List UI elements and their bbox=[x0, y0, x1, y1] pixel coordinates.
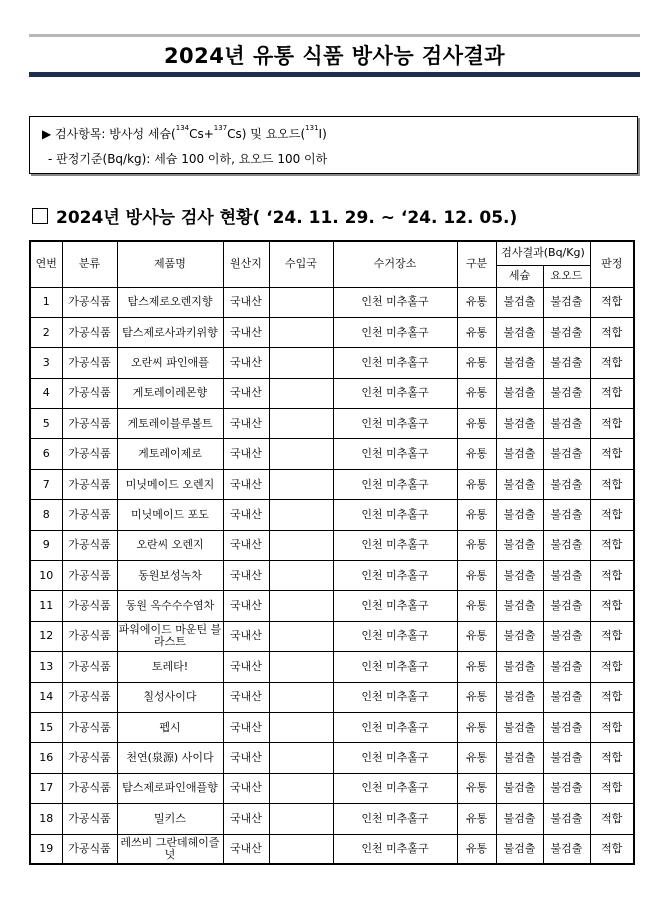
cell-location: 인천 미추홀구 bbox=[333, 530, 457, 560]
cell-origin: 국내산 bbox=[223, 378, 269, 408]
cell-judgment: 적합 bbox=[590, 530, 634, 560]
criteria-text: Cs+ bbox=[189, 127, 214, 141]
cell-importer bbox=[269, 682, 333, 712]
cell-iodine: 불검출 bbox=[543, 530, 590, 560]
cell-origin: 국내산 bbox=[223, 409, 269, 439]
header-result: 검사결과(Bq/Kg) bbox=[496, 241, 590, 265]
cell-origin: 국내산 bbox=[223, 469, 269, 499]
cell-location: 인천 미추홀구 bbox=[333, 743, 457, 773]
cell-iodine: 불검출 bbox=[543, 287, 590, 317]
cell-category: 가공식품 bbox=[62, 682, 117, 712]
table-row bbox=[30, 712, 634, 742]
cell-judgment: 적합 bbox=[590, 743, 634, 773]
cell-iodine: 불검출 bbox=[543, 712, 590, 742]
cell-cesium: 불검출 bbox=[496, 561, 543, 591]
isotope-number: 137 bbox=[213, 124, 228, 132]
table-row bbox=[30, 621, 634, 651]
cell-location: 인천 미추홀구 bbox=[333, 348, 457, 378]
cell-judgment: 적합 bbox=[590, 561, 634, 591]
cell-importer bbox=[269, 378, 333, 408]
cell-category: 가공식품 bbox=[62, 317, 117, 347]
cell-location: 인천 미추홀구 bbox=[333, 500, 457, 530]
cell-product: 탐스제로파인애플향 bbox=[117, 773, 223, 803]
cell-judgment: 적합 bbox=[590, 287, 634, 317]
table-row bbox=[30, 439, 634, 469]
header-cesium: 세슘 bbox=[496, 265, 543, 287]
table-row bbox=[30, 378, 634, 408]
cell-no: 1 bbox=[30, 287, 62, 317]
table-row bbox=[30, 469, 634, 499]
cell-location: 인천 미추홀구 bbox=[333, 591, 457, 621]
cell-type: 유통 bbox=[457, 500, 496, 530]
table-row bbox=[30, 652, 634, 682]
cell-product: 펩시 bbox=[117, 712, 223, 742]
cell-product: 오란씨 파인애플 bbox=[117, 348, 223, 378]
cell-no: 14 bbox=[30, 682, 62, 712]
cell-no: 8 bbox=[30, 500, 62, 530]
cell-no: 18 bbox=[30, 804, 62, 834]
section-heading bbox=[32, 203, 517, 228]
cell-iodine: 불검출 bbox=[543, 621, 590, 651]
table-row bbox=[30, 287, 634, 317]
cell-type: 유통 bbox=[457, 287, 496, 317]
cell-location: 인천 미추홀구 bbox=[333, 409, 457, 439]
cell-iodine: 불검출 bbox=[543, 439, 590, 469]
cell-judgment: 적합 bbox=[590, 348, 634, 378]
cell-category: 가공식품 bbox=[62, 287, 117, 317]
cell-cesium: 불검출 bbox=[496, 469, 543, 499]
cell-judgment: 적합 bbox=[590, 682, 634, 712]
cell-judgment: 적합 bbox=[590, 834, 634, 864]
cell-category: 가공식품 bbox=[62, 469, 117, 499]
cell-origin: 국내산 bbox=[223, 621, 269, 651]
cell-category: 가공식품 bbox=[62, 743, 117, 773]
cell-cesium: 불검출 bbox=[496, 652, 543, 682]
cell-importer bbox=[269, 317, 333, 347]
cell-cesium: 불검출 bbox=[496, 682, 543, 712]
cell-type: 유통 bbox=[457, 682, 496, 712]
cell-category: 가공식품 bbox=[62, 378, 117, 408]
cell-type: 유통 bbox=[457, 773, 496, 803]
cell-origin: 국내산 bbox=[223, 652, 269, 682]
isotope-number: 134 bbox=[175, 124, 190, 132]
cell-product: 미닛메이드 오렌지 bbox=[117, 469, 223, 499]
cell-iodine: 불검출 bbox=[543, 652, 590, 682]
cell-type: 유통 bbox=[457, 409, 496, 439]
cell-cesium: 불검출 bbox=[496, 439, 543, 469]
cell-category: 가공식품 bbox=[62, 409, 117, 439]
cell-iodine: 불검출 bbox=[543, 591, 590, 621]
cell-category: 가공식품 bbox=[62, 348, 117, 378]
cell-category: 가공식품 bbox=[62, 804, 117, 834]
table-row bbox=[30, 348, 634, 378]
cell-judgment: 적합 bbox=[590, 317, 634, 347]
cell-type: 유통 bbox=[457, 621, 496, 651]
cell-importer bbox=[269, 652, 333, 682]
cell-no: 15 bbox=[30, 712, 62, 742]
top-rule bbox=[29, 34, 640, 37]
cell-importer bbox=[269, 439, 333, 469]
header-row bbox=[30, 241, 634, 265]
cell-no: 7 bbox=[30, 469, 62, 499]
cell-iodine: 불검출 bbox=[543, 317, 590, 347]
header-judgment: 판정 bbox=[590, 241, 634, 287]
header-type: 구분 bbox=[457, 241, 496, 287]
cell-judgment: 적합 bbox=[590, 378, 634, 408]
cell-judgment: 적합 bbox=[590, 439, 634, 469]
cell-no: 16 bbox=[30, 743, 62, 773]
cell-origin: 국내산 bbox=[223, 500, 269, 530]
cell-importer bbox=[269, 773, 333, 803]
cell-importer bbox=[269, 530, 333, 560]
cell-category: 가공식품 bbox=[62, 834, 117, 864]
cell-location: 인천 미추홀구 bbox=[333, 712, 457, 742]
cell-location: 인천 미추홀구 bbox=[333, 378, 457, 408]
table-row bbox=[30, 317, 634, 347]
cell-location: 인천 미추홀구 bbox=[333, 682, 457, 712]
cell-importer bbox=[269, 591, 333, 621]
cell-origin: 국내산 bbox=[223, 287, 269, 317]
cell-importer bbox=[269, 743, 333, 773]
cell-type: 유통 bbox=[457, 378, 496, 408]
cell-judgment: 적합 bbox=[590, 469, 634, 499]
cell-product: 동원보성녹차 bbox=[117, 561, 223, 591]
cell-iodine: 불검출 bbox=[543, 743, 590, 773]
cell-type: 유통 bbox=[457, 834, 496, 864]
cell-type: 유통 bbox=[457, 348, 496, 378]
cell-type: 유통 bbox=[457, 561, 496, 591]
cell-no: 11 bbox=[30, 591, 62, 621]
results-table bbox=[29, 240, 635, 865]
cell-product: 미닛메이드 포도 bbox=[117, 500, 223, 530]
cell-location: 인천 미추홀구 bbox=[333, 834, 457, 864]
cell-importer bbox=[269, 621, 333, 651]
cell-judgment: 적합 bbox=[590, 804, 634, 834]
cell-location: 인천 미추홀구 bbox=[333, 621, 457, 651]
cell-location: 인천 미추홀구 bbox=[333, 439, 457, 469]
cell-cesium: 불검출 bbox=[496, 834, 543, 864]
cell-type: 유통 bbox=[457, 804, 496, 834]
criteria-items-line bbox=[42, 125, 327, 142]
table-row bbox=[30, 591, 634, 621]
cell-no: 3 bbox=[30, 348, 62, 378]
isotope-number: 131 bbox=[305, 124, 319, 132]
cell-type: 유통 bbox=[457, 439, 496, 469]
cell-cesium: 불검출 bbox=[496, 712, 543, 742]
cell-no: 2 bbox=[30, 317, 62, 347]
cell-no: 19 bbox=[30, 834, 62, 864]
cell-judgment: 적합 bbox=[590, 500, 634, 530]
cell-no: 5 bbox=[30, 409, 62, 439]
cell-category: 가공식품 bbox=[62, 712, 117, 742]
cell-product: 칠성사이다 bbox=[117, 682, 223, 712]
cell-iodine: 불검출 bbox=[543, 409, 590, 439]
cell-iodine: 불검출 bbox=[543, 773, 590, 803]
cell-iodine: 불검출 bbox=[543, 834, 590, 864]
header-importer: 수입국 bbox=[269, 241, 333, 287]
cell-category: 가공식품 bbox=[62, 621, 117, 651]
cell-iodine: 불검출 bbox=[543, 500, 590, 530]
cell-cesium: 불검출 bbox=[496, 773, 543, 803]
criteria-box bbox=[29, 116, 638, 174]
cell-origin: 국내산 bbox=[223, 834, 269, 864]
section-title: 2024년 방사능 검사 현황( ‘24. 11. 29. ~ ‘24. 12. 05.) bbox=[56, 208, 518, 228]
cell-iodine: 불검출 bbox=[543, 378, 590, 408]
title-underline-bar bbox=[29, 72, 640, 77]
header-origin: 원산지 bbox=[223, 241, 269, 287]
cell-origin: 국내산 bbox=[223, 439, 269, 469]
cell-no: 4 bbox=[30, 378, 62, 408]
cell-judgment: 적합 bbox=[590, 591, 634, 621]
table-row bbox=[30, 530, 634, 560]
criteria-standard-line: - 판정기준(Bq/kg): 세슘 100 이하, 요오드 100 이하 bbox=[48, 152, 328, 166]
cell-product: 밀키스 bbox=[117, 804, 223, 834]
cell-iodine: 불검출 bbox=[543, 348, 590, 378]
criteria-text: I) bbox=[318, 127, 327, 141]
table-row bbox=[30, 561, 634, 591]
cell-no: 17 bbox=[30, 773, 62, 803]
cell-iodine: 불검출 bbox=[543, 804, 590, 834]
header-iodine: 요오드 bbox=[543, 265, 590, 287]
cell-origin: 국내산 bbox=[223, 561, 269, 591]
cell-origin: 국내산 bbox=[223, 743, 269, 773]
cell-importer bbox=[269, 469, 333, 499]
cell-category: 가공식품 bbox=[62, 530, 117, 560]
cell-origin: 국내산 bbox=[223, 348, 269, 378]
cell-product: 천연(泉源) 사이다 bbox=[117, 743, 223, 773]
cell-category: 가공식품 bbox=[62, 773, 117, 803]
cell-origin: 국내산 bbox=[223, 591, 269, 621]
cell-origin: 국내산 bbox=[223, 530, 269, 560]
cell-importer bbox=[269, 409, 333, 439]
table-row bbox=[30, 834, 634, 864]
cell-product: 레쓰비 그란데헤이즐넛 bbox=[117, 834, 223, 864]
cell-iodine: 불검출 bbox=[543, 469, 590, 499]
cell-category: 가공식품 bbox=[62, 591, 117, 621]
cell-type: 유통 bbox=[457, 530, 496, 560]
cell-cesium: 불검출 bbox=[496, 287, 543, 317]
cell-no: 10 bbox=[30, 561, 62, 591]
cell-judgment: 적합 bbox=[590, 621, 634, 651]
cell-type: 유통 bbox=[457, 712, 496, 742]
cell-origin: 국내산 bbox=[223, 712, 269, 742]
cell-cesium: 불검출 bbox=[496, 500, 543, 530]
header-location: 수거장소 bbox=[333, 241, 457, 287]
cell-origin: 국내산 bbox=[223, 773, 269, 803]
cell-location: 인천 미추홀구 bbox=[333, 773, 457, 803]
criteria-text: Cs) 및 요오드( bbox=[227, 127, 306, 141]
cell-category: 가공식품 bbox=[62, 439, 117, 469]
cell-importer bbox=[269, 561, 333, 591]
cell-no: 9 bbox=[30, 530, 62, 560]
cell-judgment: 적합 bbox=[590, 773, 634, 803]
cell-product: 동원 옥수수수염차 bbox=[117, 591, 223, 621]
table-row bbox=[30, 682, 634, 712]
table-row bbox=[30, 409, 634, 439]
cell-category: 가공식품 bbox=[62, 561, 117, 591]
cell-importer bbox=[269, 804, 333, 834]
cell-location: 인천 미추홀구 bbox=[333, 652, 457, 682]
criteria-text: ▶ 검사항목: 방사성 세슘( bbox=[42, 127, 176, 141]
cell-iodine: 불검출 bbox=[543, 561, 590, 591]
cell-product: 파워에이드 마운틴 블라스트 bbox=[117, 621, 223, 651]
page-title: 2024년 유통 식품 방사능 검사결과 bbox=[163, 44, 506, 68]
cell-cesium: 불검출 bbox=[496, 804, 543, 834]
cell-no: 6 bbox=[30, 439, 62, 469]
cell-judgment: 적합 bbox=[590, 712, 634, 742]
cell-origin: 국내산 bbox=[223, 804, 269, 834]
cell-importer bbox=[269, 712, 333, 742]
cell-product: 게토레이블루볼트 bbox=[117, 409, 223, 439]
table-row bbox=[30, 743, 634, 773]
cell-judgment: 적합 bbox=[590, 652, 634, 682]
cell-no: 13 bbox=[30, 652, 62, 682]
cell-location: 인천 미추홀구 bbox=[333, 804, 457, 834]
cell-cesium: 불검출 bbox=[496, 621, 543, 651]
cell-product: 탐스제로오렌지향 bbox=[117, 287, 223, 317]
cell-cesium: 불검출 bbox=[496, 317, 543, 347]
cell-product: 오란씨 오렌지 bbox=[117, 530, 223, 560]
cell-product: 게토레이제로 bbox=[117, 439, 223, 469]
cell-cesium: 불검출 bbox=[496, 591, 543, 621]
cell-type: 유통 bbox=[457, 743, 496, 773]
cell-origin: 국내산 bbox=[223, 682, 269, 712]
cell-no: 12 bbox=[30, 621, 62, 651]
cell-cesium: 불검출 bbox=[496, 378, 543, 408]
cell-importer bbox=[269, 500, 333, 530]
cell-cesium: 불검출 bbox=[496, 409, 543, 439]
cell-category: 가공식품 bbox=[62, 500, 117, 530]
cell-location: 인천 미추홀구 bbox=[333, 317, 457, 347]
cell-type: 유통 bbox=[457, 652, 496, 682]
cell-judgment: 적합 bbox=[590, 409, 634, 439]
header-no: 연번 bbox=[30, 241, 62, 287]
cell-type: 유통 bbox=[457, 317, 496, 347]
table-row bbox=[30, 804, 634, 834]
cell-product: 토레타! bbox=[117, 652, 223, 682]
cell-importer bbox=[269, 287, 333, 317]
cell-cesium: 불검출 bbox=[496, 530, 543, 560]
cell-product: 탐스제로사과키위향 bbox=[117, 317, 223, 347]
checkbox-icon bbox=[32, 208, 48, 224]
cell-cesium: 불검출 bbox=[496, 348, 543, 378]
cell-type: 유통 bbox=[457, 469, 496, 499]
cell-category: 가공식품 bbox=[62, 652, 117, 682]
cell-product: 게토레이레몬향 bbox=[117, 378, 223, 408]
cell-importer bbox=[269, 348, 333, 378]
cell-location: 인천 미추홀구 bbox=[333, 287, 457, 317]
cell-origin: 국내산 bbox=[223, 317, 269, 347]
cell-importer bbox=[269, 834, 333, 864]
header-category: 분류 bbox=[62, 241, 117, 287]
header-product: 제품명 bbox=[117, 241, 223, 287]
cell-location: 인천 미추홀구 bbox=[333, 561, 457, 591]
table-row bbox=[30, 500, 634, 530]
cell-iodine: 불검출 bbox=[543, 682, 590, 712]
cell-cesium: 불검출 bbox=[496, 743, 543, 773]
cell-type: 유통 bbox=[457, 591, 496, 621]
table-row bbox=[30, 773, 634, 803]
cell-location: 인천 미추홀구 bbox=[333, 469, 457, 499]
